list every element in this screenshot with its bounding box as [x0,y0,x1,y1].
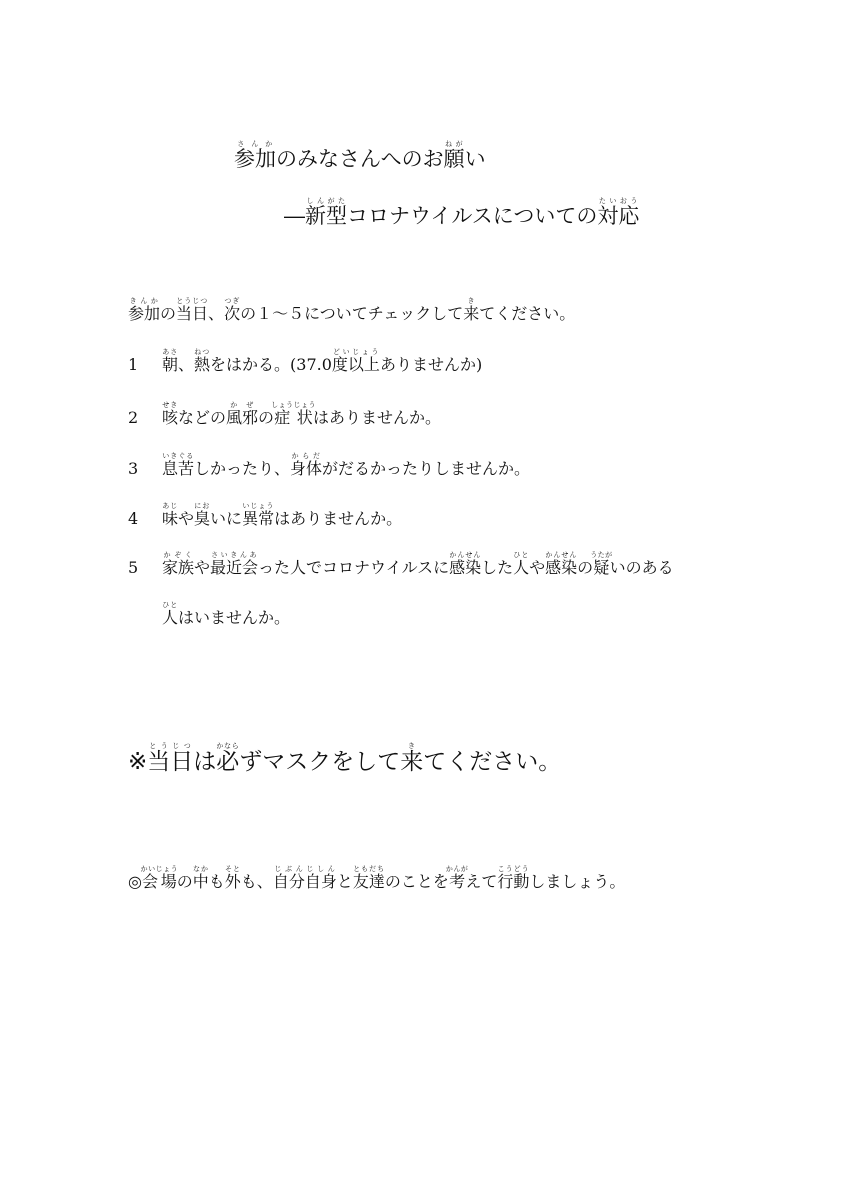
text-segment: や [178,509,195,528]
furigana-word [331,348,380,374]
furigana-word [192,865,209,891]
furigana-word [597,197,640,228]
furigana-reading: そと [224,865,241,873]
kanji-text: 当日 [147,749,194,775]
furigana-word [513,551,530,577]
furigana-reading: さいきんあ [210,551,259,559]
furigana-reading: かんせん [545,551,578,559]
kanji-text: 臭 [194,509,211,528]
text-segment: がだるかったりしませんか。 [322,459,531,478]
kanji-text: 願 [443,147,465,171]
furigana-reading: き [400,742,424,750]
text-segment: などの [178,408,227,427]
furigana-reading: かんせん [449,551,482,559]
text-segment: てください。 [423,749,562,775]
text-segment: や [194,558,211,577]
kanji-text: 疑 [590,558,613,577]
text-segment: ずマスクをして [239,749,401,775]
checklist-text [162,551,674,577]
checklist-item-3 [128,449,530,489]
furigana-word [352,865,385,891]
kanji-text: 来 [463,304,480,323]
kanji-text: 味 [162,509,179,528]
furigana-reading: かなら [216,742,240,750]
text-segment: した [481,558,514,577]
kanji-text: 熱 [194,355,211,374]
kanji-text: 考 [445,872,469,891]
furigana-reading: き [463,297,480,305]
furigana-word [216,742,240,775]
kanji-text: 必 [216,749,240,775]
furigana-word [463,297,480,323]
kanji-text: 参加 [234,147,276,171]
furigana-word [443,140,465,171]
checklist-item-5 [128,548,674,588]
kanji-text: 息苦 [162,459,195,478]
text-segment: の [258,408,275,427]
furigana-word [162,401,179,427]
furigana-reading: どいじょう [331,348,380,356]
checklist-text [162,502,403,528]
checklist-item-2 [128,398,441,438]
checklist-number: 2 [128,408,139,427]
kanji-text: 朝 [162,355,179,374]
kanji-text: 人 [162,608,179,627]
furigana-reading: さんか [234,140,276,148]
furigana-word [234,140,276,171]
kanji-text: 当日 [176,304,209,323]
checklist-item-4 [128,499,402,539]
text-segment: えて [465,872,498,891]
checklist-number: 4 [128,509,139,528]
checklist-number: 3 [128,459,139,478]
kanji-text: 来 [400,749,424,775]
kanji-text: 人 [513,558,530,577]
furigana-reading: じぶんじしん [272,865,337,873]
text-segment: った人でコロナウイルスに [258,558,450,577]
text-segment: のみなさんへのお [276,147,444,171]
text-segment: しましょう。 [529,872,626,891]
text-segment: 、 [178,355,195,374]
kanji-text: 咳 [162,408,179,427]
text-segment: しかったり、 [194,459,291,478]
furigana-reading: うたが [590,551,613,559]
footer-message [128,862,625,902]
furigana-word [226,401,259,427]
furigana-reading: ひと [162,601,179,609]
kanji-text: 家族 [162,558,195,577]
furigana-word [271,401,317,427]
furigana-word [147,742,194,775]
text-segment: の [176,872,193,891]
text-segment: と [336,872,353,891]
furigana-reading: たいおう [597,197,640,205]
furigana-word [445,865,469,891]
furigana-reading: なか [192,865,209,873]
furigana-reading: つぎ [224,297,241,305]
furigana-reading: ひと [513,551,530,559]
text-segment: の１～５についてチェックして [240,304,464,323]
text-segment: い [464,147,486,171]
text-segment: は [193,749,217,775]
text-segment: ※ [128,749,148,775]
kanji-text: 風邪 [226,408,259,427]
text-segment: はいませんか。 [178,608,291,627]
text-segment: も [208,872,225,891]
furigana-reading: いじょう [242,502,275,510]
furigana-word [545,551,578,577]
text-segment: ありませんか) [379,355,483,374]
furigana-word [140,865,179,891]
furigana-word [162,601,179,627]
text-segment: ― [284,204,305,228]
text-segment: ◎ [128,872,142,891]
furigana-reading: こうどう [497,865,530,873]
text-segment: も、 [240,872,273,891]
furigana-word [242,502,275,528]
furigana-word [194,348,211,374]
furigana-word [272,865,337,891]
text-segment: や [529,558,546,577]
furigana-reading: しょうじょう [271,401,317,409]
text-segment: いのある [609,558,674,577]
kanji-text: 新型 [305,204,347,228]
kanji-text: 参加 [128,304,161,323]
kanji-text: 身体 [290,459,323,478]
furigana-reading: ともだち [352,865,385,873]
checklist-number: 1 [128,355,139,374]
furigana-word [590,551,613,577]
furigana-reading: いきぐる [162,452,195,460]
furigana-reading: しんがた [305,197,347,205]
furigana-word [449,551,482,577]
furigana-word [497,865,530,891]
furigana-reading: かんが [445,865,469,873]
furigana-reading: せき [162,401,179,409]
furigana-word [224,297,241,323]
furigana-reading: からだ [290,452,323,460]
furigana-reading: あじ [162,502,179,510]
kanji-text: 度以上 [331,355,380,374]
furigana-word [194,502,211,528]
checklist-number: 5 [128,558,139,577]
checklist-item-1 [128,345,482,385]
checklist-item-5-continuation [162,598,290,638]
furigana-word [224,865,241,891]
furigana-word [400,742,424,775]
kanji-text: 自分自身 [272,872,337,891]
text-segment: いに [210,509,243,528]
furigana-word [210,551,259,577]
checklist-text [162,401,442,427]
text-segment: はありませんか。 [313,408,442,427]
furigana-word [162,502,179,528]
furigana-reading: とうじつ [176,297,209,305]
text-segment: はありませんか。 [274,509,403,528]
furigana-word [128,297,161,323]
furigana-word [162,452,195,478]
text-segment: のことを [384,872,449,891]
furigana-reading: かぞく [162,551,194,559]
furigana-reading: ねつ [194,348,211,356]
kanji-text: 感染 [545,558,578,577]
text-segment: をはかる。(37.0 [210,355,332,374]
text-segment: 、 [208,304,225,323]
intro-instruction [128,294,575,334]
kanji-text: 感染 [449,558,482,577]
kanji-text: 対応 [597,204,640,228]
text-segment: コロナウイルスについての [347,204,598,228]
text-segment: てください。 [479,304,576,323]
kanji-text: 異常 [242,509,275,528]
furigana-reading: きんか [128,297,160,305]
mask-notice [128,737,561,787]
kanji-text: 会場 [140,872,179,891]
page-subtitle [284,194,639,238]
furigana-reading: とうじつ [147,742,194,750]
furigana-word [162,551,195,577]
furigana-reading: かぜ [226,401,259,409]
page-title [234,137,486,181]
furigana-reading: かいじょう [140,865,179,873]
text-segment: の [577,558,594,577]
furigana-reading: あさ [162,348,179,356]
kanji-text: 中 [192,872,209,891]
furigana-word [290,452,323,478]
kanji-text: 最近会 [210,558,259,577]
kanji-text: 症状 [271,408,317,427]
kanji-text: 外 [224,872,241,891]
checklist-text [162,348,483,374]
text-segment: の [160,304,177,323]
furigana-word [305,197,347,228]
kanji-text: 行動 [497,872,530,891]
kanji-text: 友達 [352,872,385,891]
furigana-reading: ねが [443,140,465,148]
kanji-text: 次 [224,304,241,323]
checklist-text [162,452,531,478]
furigana-reading: にお [194,502,211,510]
furigana-word [162,348,179,374]
furigana-word [176,297,209,323]
